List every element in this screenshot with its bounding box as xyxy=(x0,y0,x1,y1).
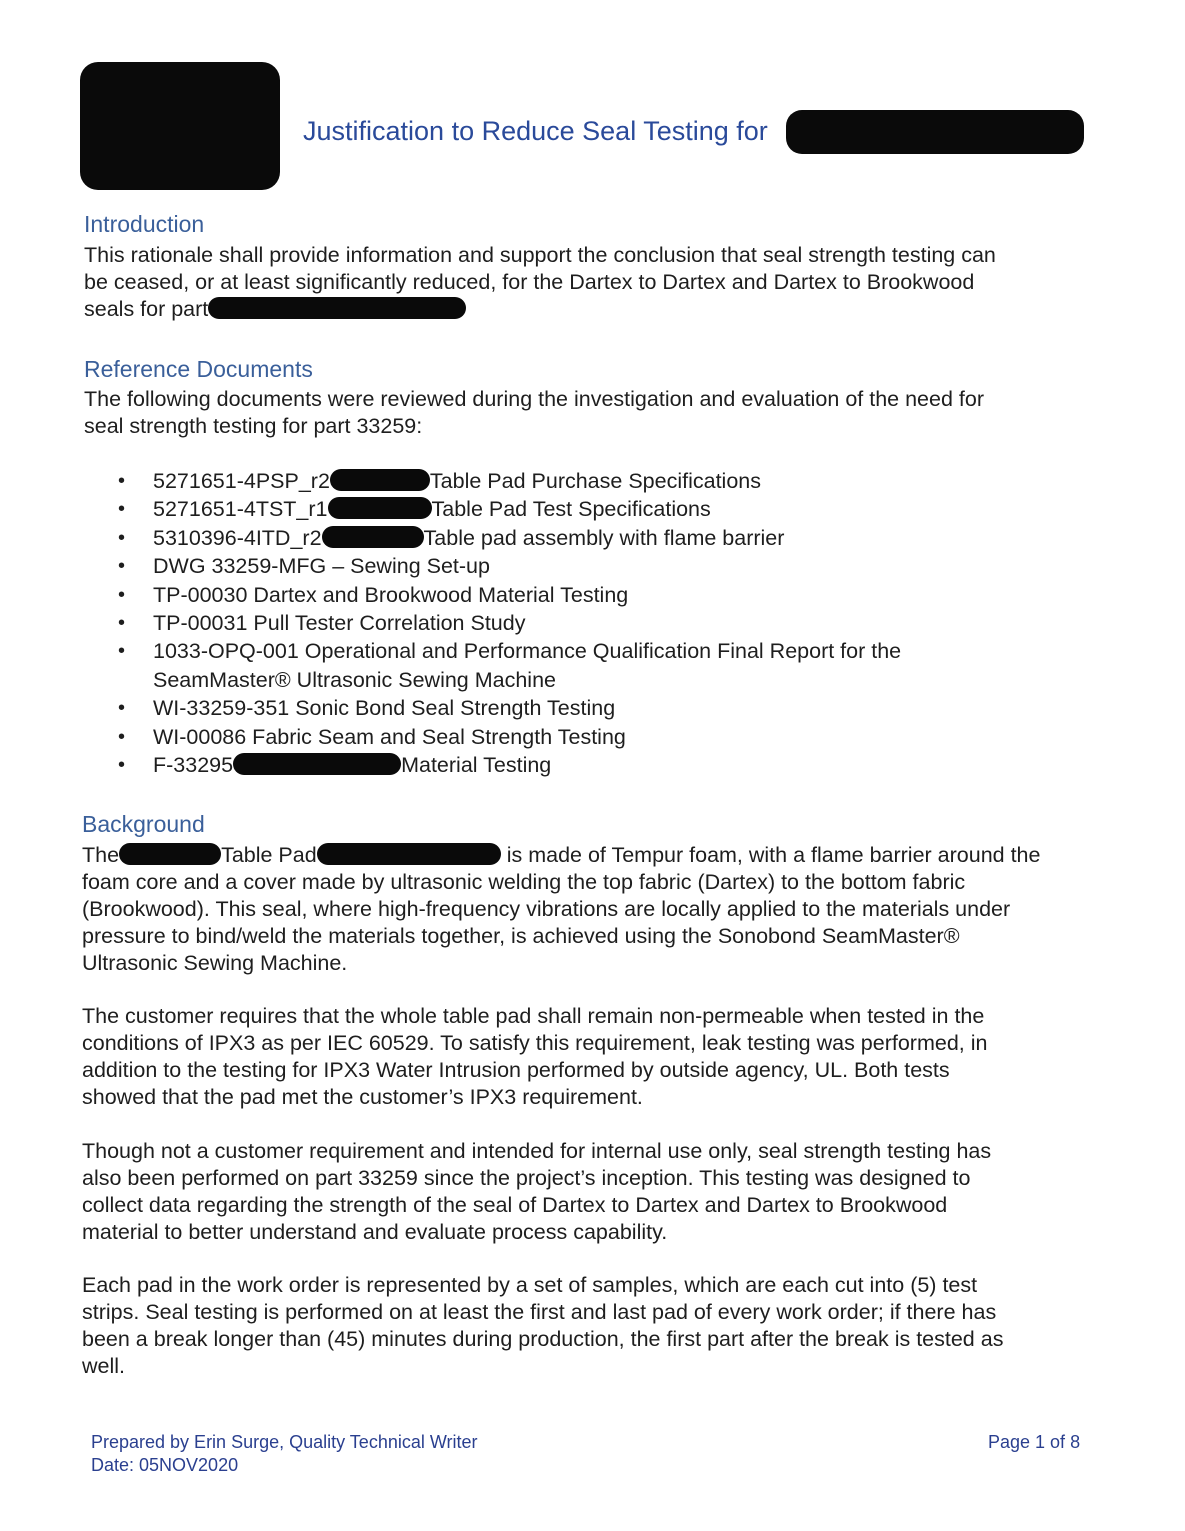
page-number: Page 1 of 8 xyxy=(988,1432,1081,1452)
bg-p1-line-1: The Table Pad is made of Tempur foam, with a flame barrier around the xyxy=(82,843,1041,867)
intro-line-2: be ceased, or at least significantly reduced, for the Dartex to Dartex and Dartex to Brookwood xyxy=(84,270,975,294)
list-item: • DWG 33259-MFG – Sewing Set-up xyxy=(110,552,901,580)
refs-line-1: The following documents were reviewed during the investigation and evaluation of the need for xyxy=(84,387,984,411)
redacted-text xyxy=(330,469,430,491)
redacted-text xyxy=(233,753,401,775)
document-title xyxy=(303,116,768,147)
intro-line-3 xyxy=(84,296,996,323)
introduction-paragraph xyxy=(84,242,996,323)
reference-documents-heading: Reference Documents xyxy=(84,356,313,382)
list-item: • WI-33259-351 Sonic Bond Seal Strength Testing xyxy=(110,694,901,722)
list-item: • TP-00031 Pull Tester Correlation Study xyxy=(110,609,901,637)
reference-documents-list xyxy=(110,467,901,779)
footer-author xyxy=(91,1431,478,1477)
background-heading: Background xyxy=(82,811,205,837)
prepared-by: Prepared by Erin Surge, Quality Technical Writer xyxy=(91,1432,478,1452)
document-date: Date: 05NOV2020 xyxy=(91,1455,239,1475)
list-item: • 1033-OPQ-001 Operational and Performance Qualification Final Report for the SeamMaster® Ultrasonic Sewing Machine xyxy=(110,637,901,694)
background-paragraph-4: Each pad in the work order is represented by a set of samples, which are each cut into (5) test strips. Seal testing is performed on at least the first and last pad of every work order; if there has been a break longer than (45) minutes during production, the first part after the break is tested as well. xyxy=(82,1273,1004,1378)
list-item: • 5310396-4ITD_r2 Table pad assembly with flame barrier xyxy=(110,524,901,552)
refs-line-2: seal strength testing for part 33259: xyxy=(84,414,423,438)
background-paragraph-2: The customer requires that the whole table pad shall remain non-permeable when tested in the conditions of IPX3 as per IEC 60529. To satisfy this requirement, leak testing was performed, in addition to the testing for IPX3 Water Intrusion performed by outside agency, UL. Both tests showed that the pad met the customer’s IPX3 requirement. xyxy=(82,1004,988,1109)
redacted-text xyxy=(119,843,221,865)
intro-line-3-text: seals for part xyxy=(84,297,209,321)
introduction-heading: Introduction xyxy=(84,211,205,237)
intro-line-1: This rationale shall provide information and support the conclusion that seal strength testing can xyxy=(84,243,996,267)
list-item: • WI-00086 Fabric Seam and Seal Strength Testing xyxy=(110,723,901,751)
reference-documents-intro xyxy=(84,386,984,440)
redacted-text xyxy=(322,526,424,548)
list-item: • F-33295 Material Testing xyxy=(110,751,901,779)
list-item: • 5271651-4PSP_r2 Table Pad Purchase Specifications xyxy=(110,467,901,495)
redacted-text xyxy=(317,843,501,865)
redacted-title-part xyxy=(786,110,1084,154)
redacted-logo xyxy=(80,62,280,190)
redacted-text xyxy=(328,497,432,519)
list-item: • TP-00030 Dartex and Brookwood Material Testing xyxy=(110,581,901,609)
background-paragraph-3: Though not a customer requirement and intended for internal use only, seal strength testing has also been performed on part 33259 since the project’s inception. This testing was designed to collect data regarding the strength of the seal of Dartex to Dartex and Dartex to Brookwood material to better understand and evaluate process capability. xyxy=(82,1139,992,1244)
redacted-part-name xyxy=(208,297,466,319)
title-text: Justification to Reduce Seal Testing for xyxy=(303,116,768,146)
background-paragraph-1: The Table Pad is made of Tempur foam, with a flame barrier around the foam core and a cover made by ultrasonic welding the top fabric (Dartex) to the bottom fabric (Brookwood). This seal, where high-frequency vibrations are locally applied to the materials under pressure to bind/weld the materials together, is achieved using the Sonobond SeamMaster® Ultrasonic Sewing Machine. xyxy=(82,843,1041,975)
list-item: • 5271651-4TST_r1 Table Pad Test Specifications xyxy=(110,495,901,523)
